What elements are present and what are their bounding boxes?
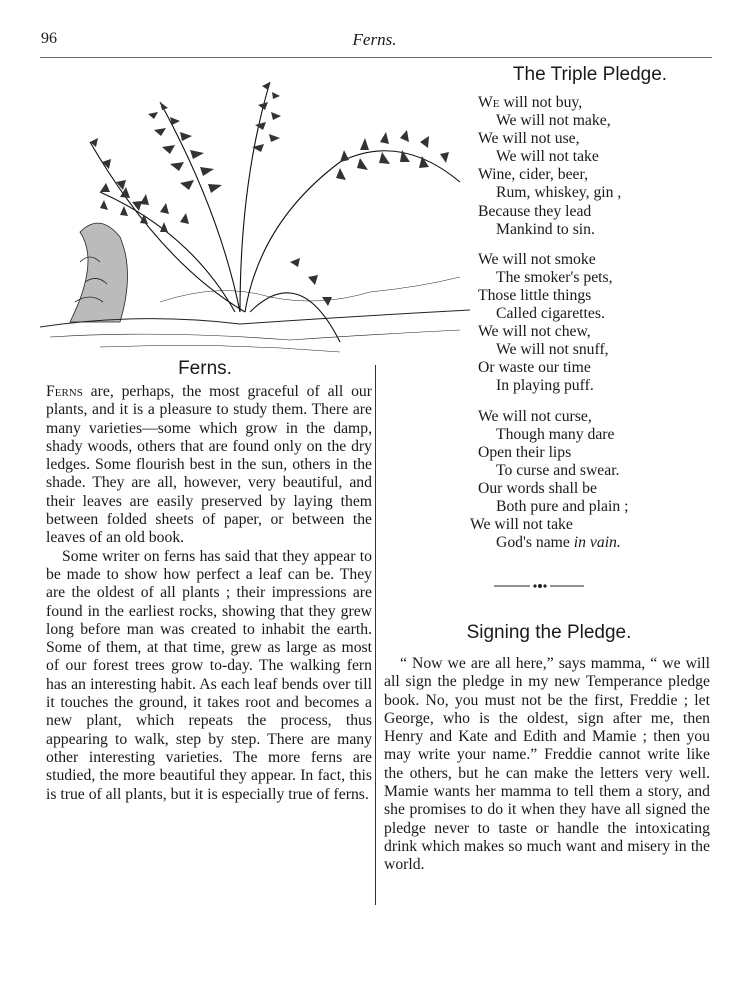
poem-line: We will not smoke: [478, 250, 596, 268]
header-rule: [40, 57, 712, 58]
poem-line: We will not take: [470, 516, 573, 534]
poem-line: We will not use,: [478, 130, 580, 148]
poem-line: To curse and swear.: [496, 461, 620, 479]
poem-line: We will not curse,: [478, 407, 592, 425]
poem-line: Wine, cider, beer,: [478, 166, 589, 184]
poem-line: We will not take: [496, 148, 599, 166]
fern-illustration: [40, 62, 470, 362]
poem-line: Called cigarettes.: [496, 305, 605, 323]
poem-stanza-1: [470, 94, 720, 239]
poem-stanza-3: [470, 408, 720, 553]
ferns-paragraph-2: Some writer on ferns has said that they appear to be made to show how perfect a leaf can be. They are the oldest of all plants ; their impressions are found in the earliest rocks, showing that they grew long before man was created to inhabit the earth. Some of them, at that time, grew as large as most of our forest trees grow to-day. The walking fern has an interesting habit. As each leaf bends over till it touches the ground, it takes root and becomes a new plant, which repeats the process, thus appearing to walk, step by step. There are many other interesting varieties. The more ferns are studied, the more beautiful they appear. In fact, this is true of all plants, but it is especially true of ferns.: [46, 547, 372, 803]
poem-line: We will not buy,: [478, 94, 583, 111]
poem-line: Those little things: [478, 286, 592, 304]
page-number: 96: [41, 30, 57, 47]
running-head: Ferns.: [352, 30, 397, 49]
poem-line: We will not snuff,: [496, 341, 609, 359]
ferns-paragraph-1-text: are, perhaps, the most graceful of all our plants, and it is a pleasure to study them. There are many varieties—some which grow in the damp, shady woods, others that are found only on the dry ledges. Some flourish best in the sun, others in the shade. They are all, however, very beautiful, and their leaves are easily preserved by laying them between folded sheets of paper, or between the leaves of an old book.: [46, 383, 372, 547]
poem-line: In playing puff.: [496, 377, 594, 395]
ferns-paragraph-1: [46, 383, 372, 548]
ferns-article: [46, 383, 372, 804]
poem-line: We will not chew,: [478, 323, 591, 341]
poem-line: The smoker's pets,: [496, 268, 613, 286]
poem-line: We will not make,: [496, 112, 611, 130]
poem-line: Rum, whiskey, gin ,: [496, 184, 622, 202]
signing-paragraph: “ Now we are all here,” says mamma, “ we will all sign the pledge in my new Temperance pledge book. No, you must not be the first, Freddie ; let George, who is the oldest, sign after me, then Henry and Kate and Edith and Mamie ; then you may write your name.” Freddie cannot write like the others, but he can make the letters very well. Mamie wants her mamma to tell them a story, and she promises to do it when they have all signed the pledge never to taste or handle the intoxicating drink which makes so much want and misery in the world.: [384, 655, 710, 874]
ferns-title: Ferns.: [178, 358, 232, 379]
poem-stanza-2: [470, 251, 720, 396]
poem-line: God's name in vain.: [496, 534, 621, 552]
poem-line: Because they lead: [478, 202, 592, 220]
column-divider: [375, 365, 376, 905]
signing-article: [384, 655, 710, 875]
triple-pledge-poem: [470, 94, 720, 564]
triple-pledge-title: The Triple Pledge.: [512, 64, 668, 85]
poem-line: Though many dare: [496, 425, 615, 443]
poem-line: Both pure and plain ;: [496, 497, 629, 515]
poem-line: Or waste our time: [478, 359, 591, 377]
signing-title: Signing the Pledge.: [466, 622, 632, 643]
poem-line: Open their lips: [478, 443, 572, 461]
section-ornament: [494, 581, 584, 591]
ferns-lead-word: Ferns: [46, 383, 83, 400]
poem-line: Mankind to sin.: [496, 220, 595, 238]
poem-line: Our words shall be: [478, 479, 597, 497]
